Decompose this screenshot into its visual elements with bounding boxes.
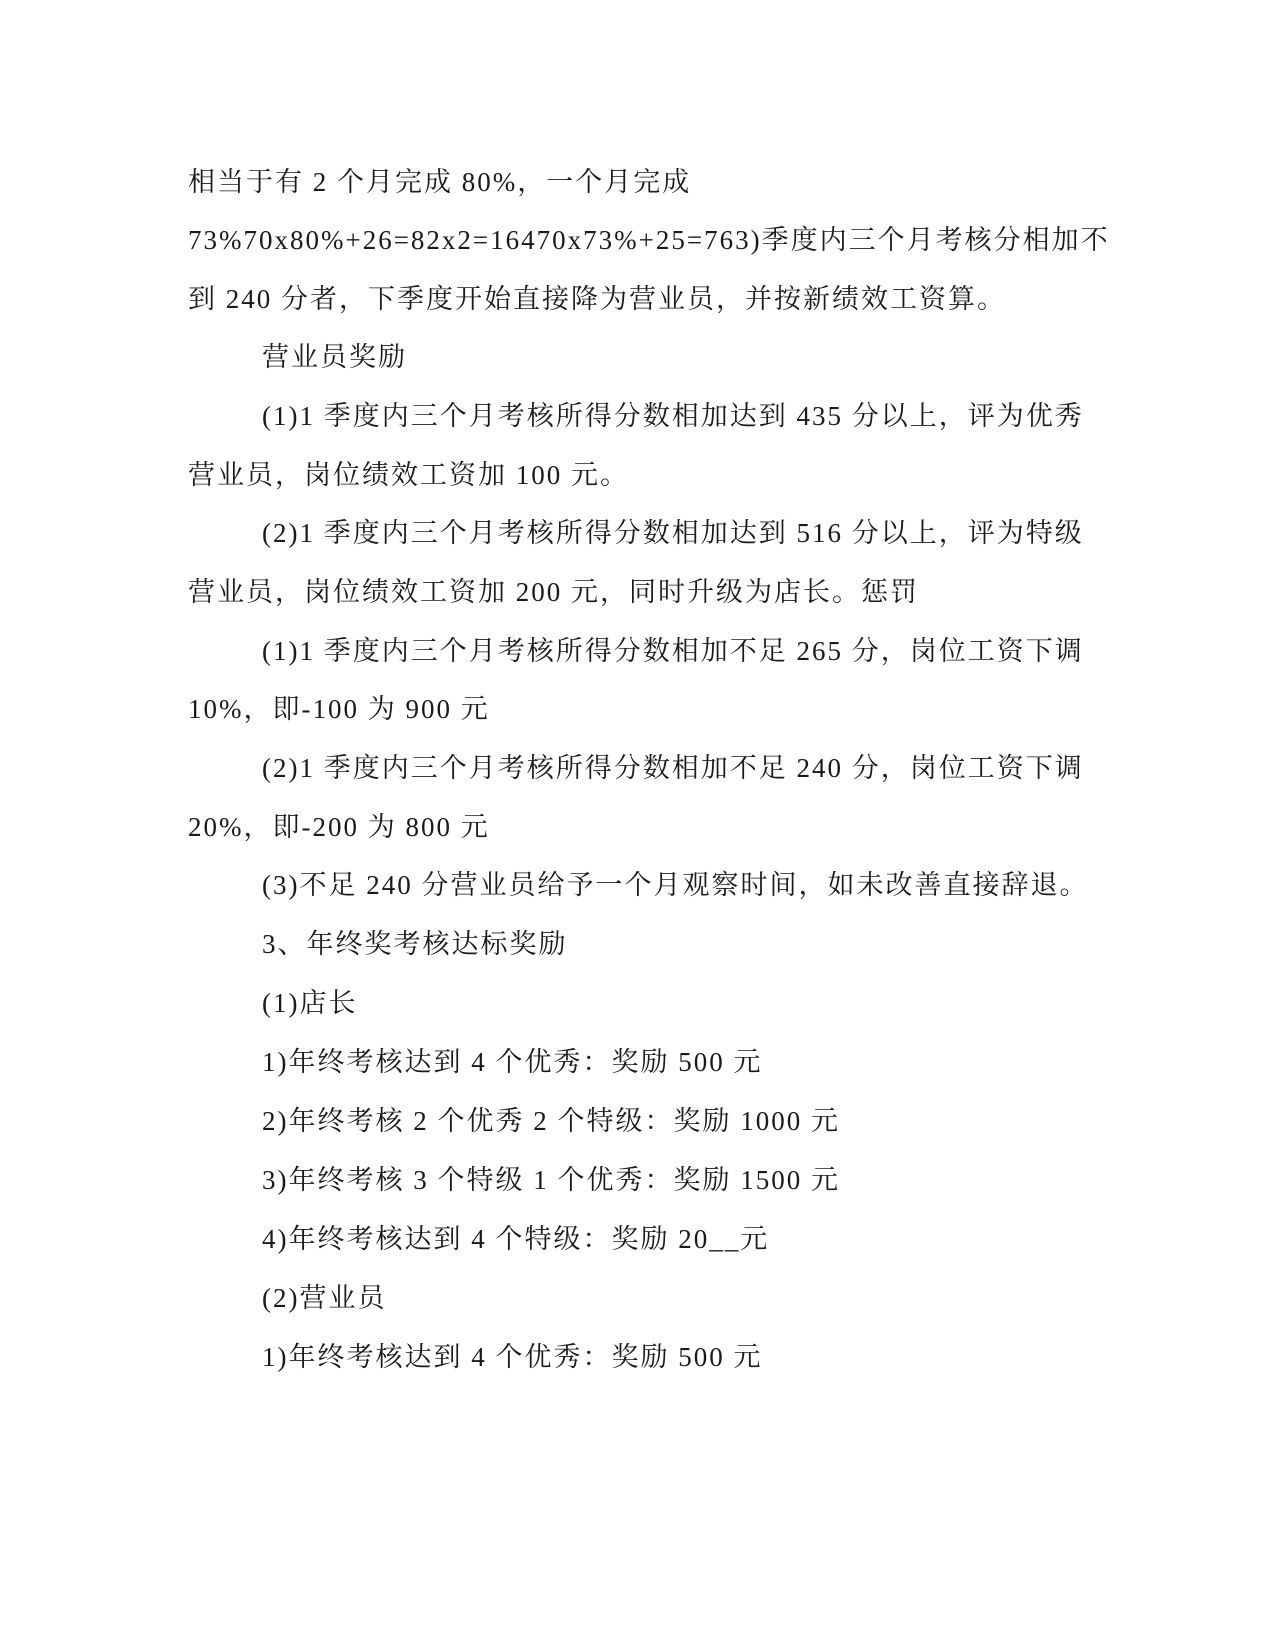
text-line: 10%，即-100 为 900 元	[188, 694, 490, 724]
subsection-heading: (2)营业员	[262, 1283, 387, 1313]
text-line: (2)1 季度内三个月考核所得分数相加达到 516 分以上，评为特级	[262, 518, 1084, 548]
text-line: (2)1 季度内三个月考核所得分数相加不足 240 分，岗位工资下调	[262, 753, 1084, 783]
text-line: (1)1 季度内三个月考核所得分数相加不足 265 分，岗位工资下调	[262, 636, 1084, 666]
list-item: 4)年终考核达到 4 个特级：奖励 20__元	[262, 1224, 770, 1254]
subsection-heading: (1)店长	[262, 988, 358, 1018]
list-item: 3)年终考核 3 个特级 1 个优秀：奖励 1500 元	[262, 1165, 840, 1195]
text-line: (3)不足 240 分营业员给予一个月观察时间，如未改善直接辞退。	[262, 870, 1089, 900]
list-item: 1)年终考核达到 4 个优秀：奖励 500 元	[262, 1342, 763, 1372]
section-heading: 3、年终奖考核达标奖励	[262, 929, 568, 959]
text-line: 相当于有 2 个月完成 80%，一个月完成	[188, 167, 692, 197]
text-line: (1)1 季度内三个月考核所得分数相加达到 435 分以上，评为优秀	[262, 401, 1084, 431]
section-heading: 营业员奖励	[262, 342, 407, 372]
text-line: 营业员，岗位绩效工资加 200 元，同时升级为店长。惩罚	[188, 577, 919, 607]
text-line: 20%，即-200 为 800 元	[188, 812, 490, 842]
text-line: 到 240 分者，下季度开始直接降为营业员，并按新绩效工资算。	[188, 284, 1006, 314]
text-line: 73%70x80%+26=82x2=16470x73%+25=763)季度内三个月考核分相加不	[188, 225, 1110, 255]
list-item: 1)年终考核达到 4 个优秀：奖励 500 元	[262, 1047, 763, 1077]
text-line: 营业员，岗位绩效工资加 100 元。	[188, 460, 629, 490]
list-item: 2)年终考核 2 个优秀 2 个特级：奖励 1000 元	[262, 1106, 840, 1136]
